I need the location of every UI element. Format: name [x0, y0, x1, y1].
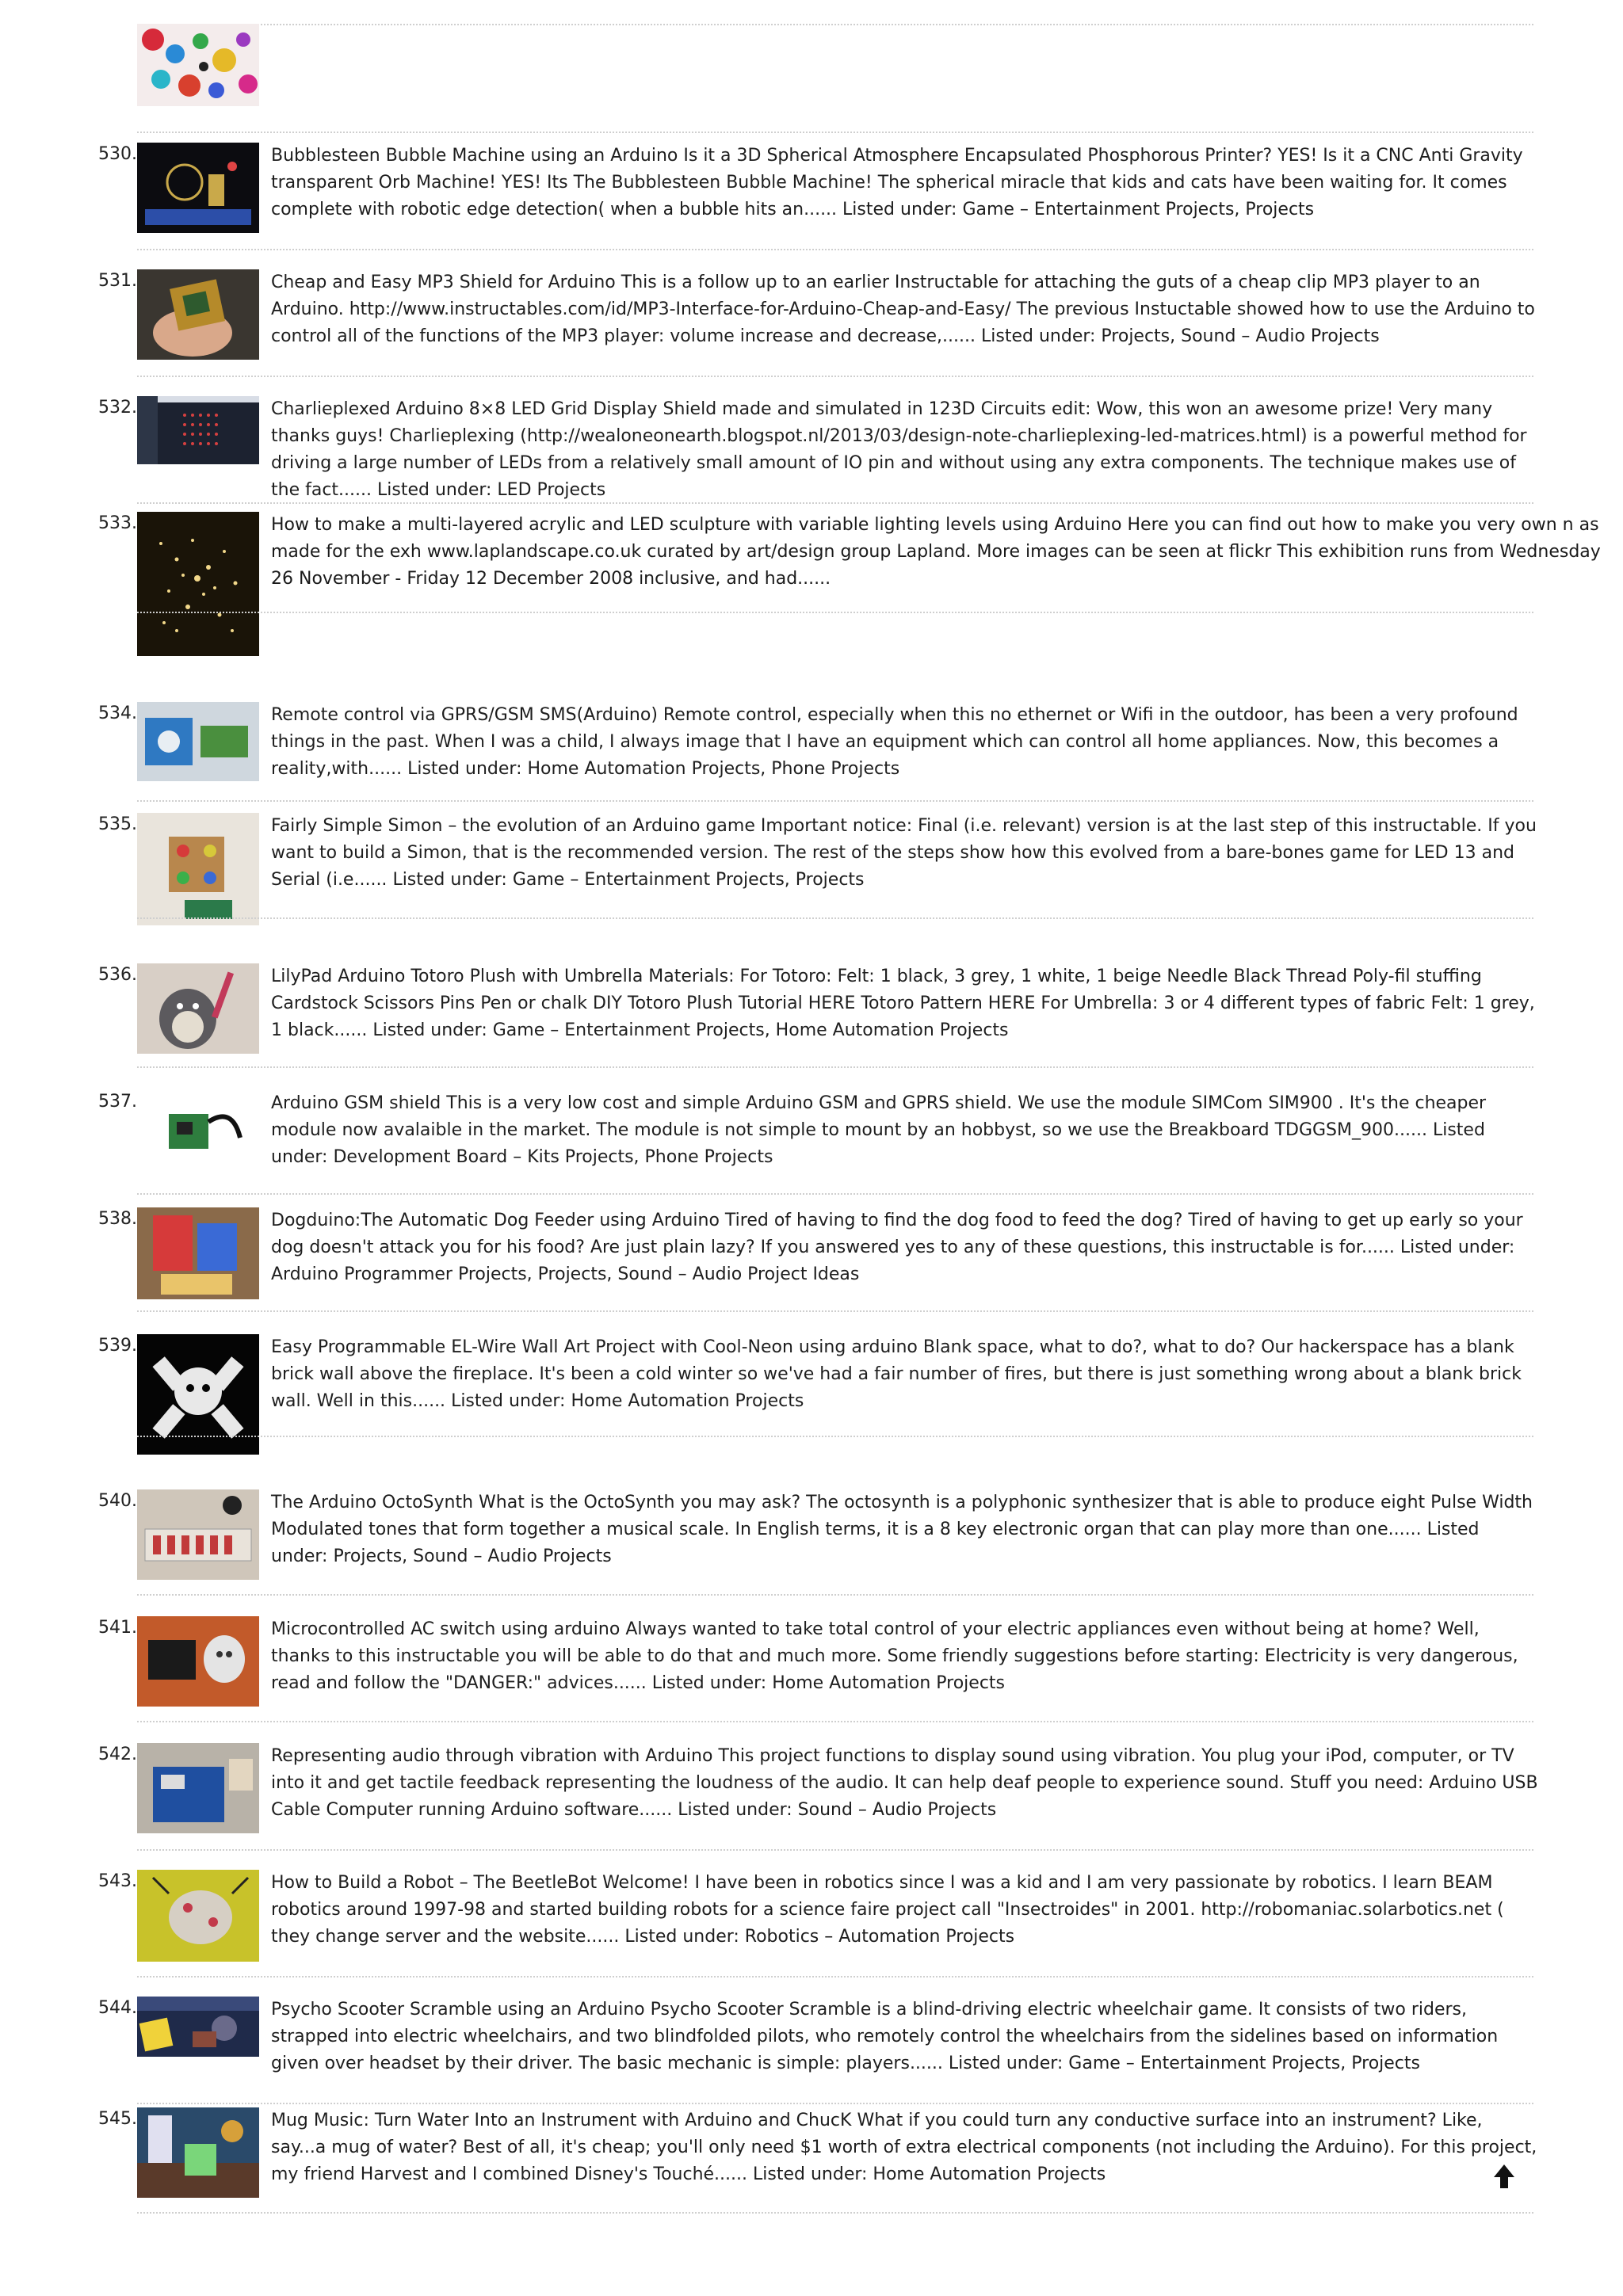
separator [137, 917, 1533, 919]
item-title-link[interactable]: Microcontrolled AC switch using arduino [271, 1619, 621, 1639]
separator [137, 1066, 1533, 1068]
item-number: 545. [98, 2109, 137, 2129]
octosynth-thumbnail[interactable] [137, 1489, 259, 1580]
paint-splatter-thumbnail[interactable] [137, 24, 259, 106]
category-links[interactable]: Listed under: Game – Entertainment Projects, Projects [948, 2054, 1420, 2073]
item-description: Remote control via GPRS/GSM SMS(Arduino) Remote control, especially when this no ethernet or Wifi in the outdoor, has been a very profound things in the past. When I was a child, I always image that I have an equipment which can control all home appliances. Now, this becomes a reality,with...... Listed under: Home Automation Projects, Phone Projects [271, 705, 1518, 779]
separator [137, 502, 1533, 504]
audio-vibration-thumbnail[interactable] [137, 1743, 259, 1833]
category-links[interactable]: Listed under: Home Automation Projects [451, 1391, 804, 1411]
category-links[interactable]: Listed under: Home Automation Projects [651, 1673, 1006, 1693]
item-number: 544. [98, 1998, 137, 2018]
wheelchair-game-thumbnail[interactable] [137, 1997, 259, 2057]
separator [137, 376, 1533, 377]
item-title-link[interactable]: Arduino GSM shield [271, 1093, 441, 1113]
category-links[interactable]: Listed under: Game – Entertainment Projects, Home Automation Projects [372, 1020, 1009, 1040]
item-number: 533. [98, 513, 137, 533]
item-description: Mug Music: Turn Water Into an Instrument with Arduino and ChucK What if you could turn any conductive surface into an instrument? Like, say...a mug of water? Best of all, it's cheap; you'll only need $1 worth of extra electrical components (not including the Arduino). For this project, my friend Harvest and I combined Disney's Touché...... Listed under: Home Automation Projects [271, 2111, 1537, 2184]
item-number: 536. [98, 965, 137, 985]
category-links[interactable]: Listed under: Arduino Programmer Projects, Projects, Sound – Audio Project Ideas [271, 1238, 1515, 1284]
separator [137, 249, 1533, 250]
item-description: Microcontrolled AC switch using arduino Always wanted to take total control of your electric appliances even without being at home? Well, thanks to this instructable you will be able to do that and much more. Some friendly suggestions before starting: Electricity is very dangerous, read and follow the "DANGER:" advices...... Listed under: Home Automation Projects [271, 1619, 1518, 1693]
mp3-shield-thumbnail[interactable] [137, 269, 259, 360]
separator [137, 1721, 1533, 1722]
separator [137, 1976, 1533, 1978]
item-title-link[interactable]: The Arduino OctoSynth [271, 1493, 474, 1512]
separator [137, 1310, 1533, 1312]
totoro-plush-thumbnail[interactable] [137, 963, 259, 1054]
led-grid-thumbnail[interactable] [137, 396, 259, 464]
led-sculpture-thumbnail[interactable] [137, 512, 259, 656]
separator [137, 1849, 1533, 1851]
item-title-link[interactable]: How to Build a Robot – The BeetleBot [271, 1873, 598, 1893]
ac-switch-thumbnail[interactable] [137, 1616, 259, 1707]
category-links[interactable]: Listed under: Game – Entertainment Projects, Projects [392, 870, 865, 890]
item-number: 542. [98, 1745, 137, 1764]
item-description: Fairly Simple Simon – the evolution of an Arduino game Important notice: Final (i.e. relevant) version is at the last step of this instructable. If you want to build a Simon, that is the recommended version. The rest of the steps show how this evolved from a bare-bones game for LED 13 and Serial (i.e...... Listed under: Game – Entertainment Projects, Projects [271, 816, 1537, 890]
separator [137, 2103, 1533, 2104]
separator [137, 1436, 1533, 1437]
category-links[interactable]: Listed under: Home Automation Projects [753, 2164, 1106, 2184]
dog-feeder-thumbnail[interactable] [137, 1207, 259, 1299]
item-number: 540. [98, 1491, 137, 1511]
item-title-link[interactable]: Mug Music: Turn Water Into an Instrument with Arduino and ChucK [271, 2111, 852, 2130]
bubble-machine-thumbnail[interactable] [137, 143, 259, 233]
separator [137, 132, 1533, 133]
item-title-link[interactable]: Bubblesteen Bubble Machine using an Arduino [271, 146, 678, 166]
item-description: Arduino GSM shield This is a very low cost and simple Arduino GSM and GPRS shield. We use the module SIMCom SIM900 . It's the cheaper module now avalaible in the market. The module is not simple to mount by an hobbyst, so we use the Breakboard TDGGSM_900...... Listed under: Development Board – Kits Projects, Phone Projects [271, 1093, 1487, 1167]
separator [137, 612, 1533, 613]
item-description: Representing audio through vibration with Arduino This project functions to display sound using vibration. You plug your iPod, computer, or TV into it and get tactile feedback representing the loudness of the audio. It can help deaf people to experience sound. Stuff you need: Arduino USB Cable Computer running Arduino software...... Listed under: Sound – Audio Projects [271, 1746, 1538, 1820]
scroll-to-top-icon[interactable] [1492, 2163, 1516, 2190]
item-number: 530. [98, 144, 137, 164]
simon-game-thumbnail[interactable] [137, 813, 259, 925]
mug-music-thumbnail[interactable] [137, 2107, 259, 2198]
category-links[interactable]: Listed under: Sound – Audio Projects [678, 1800, 997, 1820]
item-title-link[interactable]: Psycho Scooter Scramble using an Arduino [271, 2000, 645, 2019]
category-links[interactable]: Listed under: Development Board – Kits Projects, Phone Projects [271, 1120, 1485, 1167]
item-description: Cheap and Easy MP3 Shield for Arduino This is a follow up to an earlier Instructable for attaching the guts of a cheap clip MP3 player to an Arduino. http://www.instructables.com/id/MP3-Interface-for-Arduino-Cheap-and-Easy/ The previous Instuctable showed how to use the Arduino to control all of the functions of the MP3 player: volume increase and decrease,...... Listed under: Projects, Sound – Audio Projects [271, 273, 1535, 346]
item-number: 531. [98, 271, 137, 291]
item-number: 539. [98, 1336, 137, 1356]
item-description: How to make a multi-layered acrylic and LED sculpture with variable lighting levels using Arduino Here you can find out how to make you very own n as made for the exh www.laplandscape.co.uk curated by art/design group Lapland. More images can be seen at flickr This exhibition runs from Wednesday 26 November - Friday 12 December 2008 inclusive, and had...... [271, 515, 1601, 589]
item-description: The Arduino OctoSynth What is the OctoSynth you may ask? The octosynth is a polyphonic synthesizer that is able to produce eight Pulse Width Modulated tones that form together a musical scale. In English terms, it is a 8 key electronic organ that can play more than one...... Listed under: Projects, Sound – Audio Projects [271, 1493, 1533, 1566]
gsm-remote-thumbnail[interactable] [137, 702, 259, 781]
category-links[interactable]: Listed under: Game – Entertainment Projects, Projects [842, 200, 1315, 219]
item-title-link[interactable]: Dogduino:The Automatic Dog Feeder using Arduino [271, 1211, 720, 1230]
item-number: 534. [98, 704, 137, 723]
item-description: How to Build a Robot – The BeetleBot Welcome! I have been in robotics since I was a kid and I am very passionate by robotics. I learn BEAM robotics around 1997-98 and started building robots for a science faire project call "Insectroides" in 2001. http://robomaniac.solarbotics.net ( they change server and the website...... Listed under: Robotics – Automation Projects [271, 1873, 1504, 1947]
item-title-link[interactable]: Remote control via GPRS/GSM SMS(Arduino) [271, 705, 658, 725]
item-number: 543. [98, 1871, 137, 1891]
item-number: 532. [98, 398, 137, 418]
gsm-shield-thumbnail[interactable] [137, 1090, 259, 1173]
item-description: Dogduino:The Automatic Dog Feeder using Arduino Tired of having to find the dog food to feed the dog? Tired of having to get up early so your dog doesn't attack you for his food? Are just plain lazy? If you answered yes to any of these questions, this instructable is for...... Listed under: Arduino Programmer Projects, Projects, Sound – Audio Project Ideas [271, 1211, 1523, 1284]
category-links[interactable]: Listed under: Projects, Sound – Audio Projects [981, 326, 1380, 346]
category-links[interactable]: Listed under: Projects, Sound – Audio Projects [271, 1520, 1480, 1566]
separator [137, 1193, 1533, 1195]
separator [137, 800, 1533, 802]
item-title-link[interactable]: Easy Programmable EL-Wire Wall Art Project with Cool-Neon using arduino [271, 1337, 918, 1357]
item-number: 541. [98, 1618, 137, 1638]
item-number: 535. [98, 814, 137, 834]
item-description: Psycho Scooter Scramble using an Arduino Psycho Scooter Scramble is a blind-driving electric wheelchair game. It consists of two riders, strapped into electric wheelchairs, and two blindfolded pilots, who remotely control the wheelchairs from the sidelines based on information given over headset by their driver. The basic mechanic is simple: players...... Listed under: Game – Entertainment Projects, Projects [271, 2000, 1499, 2073]
separator [137, 24, 1533, 25]
category-links[interactable]: Listed under: LED Projects [377, 480, 606, 500]
item-description: Easy Programmable EL-Wire Wall Art Project with Cool-Neon using arduino Blank space, what to do?, what to do? Our hackerspace has a blank brick wall above the fireplace. It's been a cold winter so we've had a fair number of fires, but there is just something wrong about a blank brick wall. Well in this...... Listed under: Home Automation Projects [271, 1337, 1522, 1411]
item-description: Bubblesteen Bubble Machine using an Arduino Is it a 3D Spherical Atmosphere Encapsulated Phosphorous Printer? YES! Is it a CNC Anti Gravity transparent Orb Machine! YES! Its The Bubblesteen Bubble Machine! The spherical miracle that kids and cats have been waiting for. It comes complete with robotic edge detection( when a bubble hits an...... Listed under: Game – Entertainment Projects, Projects [271, 146, 1523, 219]
separator [137, 2212, 1533, 2214]
item-number: 537. [98, 1092, 137, 1112]
item-title-link[interactable]: Representing audio through vibration with Arduino [271, 1746, 713, 1766]
item-title-link[interactable]: Cheap and Easy MP3 Shield for Arduino [271, 273, 616, 292]
item-description: LilyPad Arduino Totoro Plush with Umbrella Materials: For Totoro: Felt: 1 black, 3 grey, 1 white, 1 beige Needle Black Thread Poly-fil stuffing Cardstock Scissors Pins Pen or chalk DIY Totoro Plush Tutorial HERE Totoro Pattern HERE For Umbrella: 3 or 4 different types of fabric Felt: 1 grey, 1 black...... Listed under: Game – Entertainment Projects, Home Automation Projects [271, 967, 1535, 1040]
item-title-link[interactable]: LilyPad Arduino Totoro Plush with Umbrella [271, 967, 643, 986]
item-description: Charlieplexed Arduino 8×8 LED Grid Display Shield made and simulated in 123D Circuits edit: Wow, this won an awesome prize! Very many thanks guys! Charlieplexing (http://wealoneonearth.blogspot.nl/2013/03/design-note-charlieplexing-led-matrices.html) is a powerful method for driving a large number of LEDs from a relatively small amount of IO pin and without using any extra components. The technique makes use of the fact...... Listed under: LED Projects [271, 399, 1527, 500]
item-title-link[interactable]: How to make a multi-layered acrylic and LED sculpture with variable lighting levels using Arduino [271, 515, 1122, 535]
category-links[interactable]: Listed under: Robotics – Automation Projects [624, 1927, 1015, 1947]
beetlebot-thumbnail[interactable] [137, 1870, 259, 1962]
category-links[interactable]: Listed under: Home Automation Projects, Phone Projects [407, 759, 900, 779]
item-number: 538. [98, 1209, 137, 1229]
item-title-link[interactable]: Fairly Simple Simon – the evolution of an Arduino game [271, 816, 755, 836]
item-title-link[interactable]: Charlieplexed Arduino 8×8 LED Grid Display Shield made and simulated in 123D Circuits [271, 399, 1046, 419]
separator [137, 1594, 1533, 1596]
